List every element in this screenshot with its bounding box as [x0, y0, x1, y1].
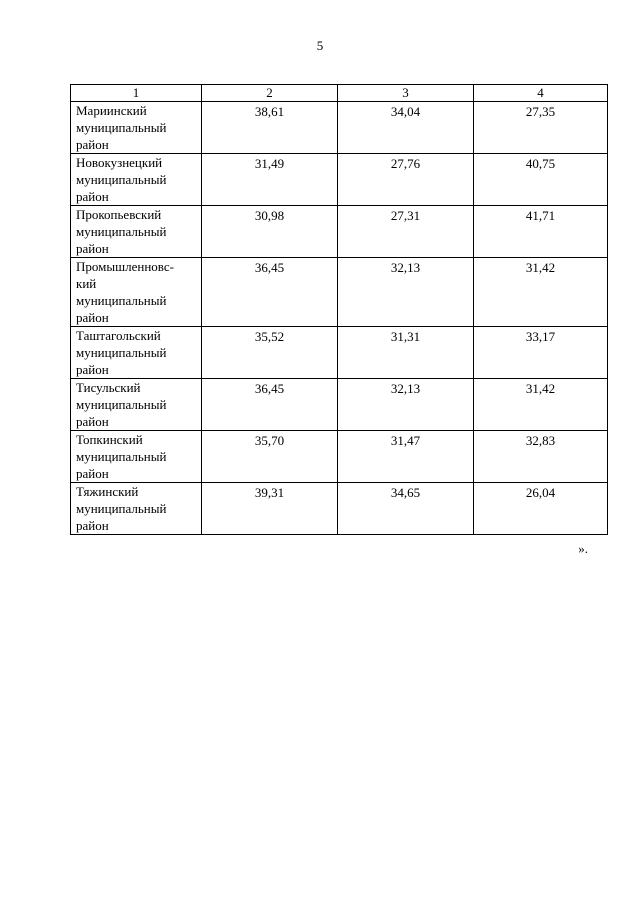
value-col-3: 31,47 [338, 431, 474, 483]
column-header-2: 2 [202, 85, 338, 102]
district-name [71, 154, 202, 206]
district-name-line: муниципальный [76, 501, 167, 516]
district-name-line: муниципальный [76, 172, 167, 187]
district-name-line: район [76, 466, 109, 481]
closing-quote-mark: ». [578, 541, 588, 556]
value-col-2: 30,98 [202, 206, 338, 258]
value-col-3: 34,04 [338, 102, 474, 154]
value-col-4: 41,71 [474, 206, 608, 258]
district-name-line: муниципальный [76, 293, 167, 308]
table-row [71, 327, 608, 379]
table-row [71, 206, 608, 258]
district-name-line: Топкинский [76, 432, 143, 447]
district-name-line: муниципальный [76, 120, 167, 135]
value-col-4: 31,42 [474, 379, 608, 431]
value-col-4: 27,35 [474, 102, 608, 154]
table-row [71, 258, 608, 327]
district-name [71, 258, 202, 327]
column-header-4: 4 [474, 85, 608, 102]
table-header-row [71, 85, 608, 102]
district-name-line: Тяжинский [76, 484, 139, 499]
value-col-2: 35,70 [202, 431, 338, 483]
district-name [71, 431, 202, 483]
column-header-1: 1 [71, 85, 202, 102]
value-col-4: 40,75 [474, 154, 608, 206]
value-col-2: 36,45 [202, 379, 338, 431]
district-name-line: кий [76, 276, 97, 291]
district-name-line: район [76, 310, 109, 325]
district-name-line: район [76, 241, 109, 256]
table-row [71, 379, 608, 431]
table-row [71, 154, 608, 206]
value-col-3: 32,13 [338, 258, 474, 327]
district-name-line: муниципальный [76, 449, 167, 464]
district-name-line: муниципальный [76, 345, 167, 360]
table-row [71, 483, 608, 535]
district-name-line: Тисульский [76, 380, 141, 395]
district-name-line: район [76, 362, 109, 377]
value-col-4: 31,42 [474, 258, 608, 327]
value-col-3: 34,65 [338, 483, 474, 535]
district-name-line: муниципальный [76, 397, 167, 412]
district-name-line: район [76, 518, 109, 533]
data-table [70, 84, 608, 535]
value-col-3: 27,31 [338, 206, 474, 258]
value-col-3: 31,31 [338, 327, 474, 379]
district-name [71, 483, 202, 535]
value-col-4: 26,04 [474, 483, 608, 535]
district-name-line: Промышленновс- [76, 259, 174, 274]
district-name [71, 379, 202, 431]
district-name-line: район [76, 414, 109, 429]
district-name [71, 327, 202, 379]
table-row [71, 431, 608, 483]
value-col-4: 33,17 [474, 327, 608, 379]
value-col-4: 32,83 [474, 431, 608, 483]
district-name-line: Прокопьевский [76, 207, 162, 222]
district-name [71, 102, 202, 154]
district-name-line: Таштагольский [76, 328, 161, 343]
value-col-2: 38,61 [202, 102, 338, 154]
value-col-3: 32,13 [338, 379, 474, 431]
value-col-2: 36,45 [202, 258, 338, 327]
district-name-line: Новокузнецкий [76, 155, 163, 170]
table-row [71, 102, 608, 154]
value-col-2: 39,31 [202, 483, 338, 535]
value-col-2: 35,52 [202, 327, 338, 379]
district-name [71, 206, 202, 258]
value-col-3: 27,76 [338, 154, 474, 206]
column-header-3: 3 [338, 85, 474, 102]
district-name-line: район [76, 189, 109, 204]
district-name-line: Мариинский [76, 103, 147, 118]
district-name-line: район [76, 137, 109, 152]
page-number: 5 [316, 38, 324, 53]
value-col-2: 31,49 [202, 154, 338, 206]
district-name-line: муниципальный [76, 224, 167, 239]
